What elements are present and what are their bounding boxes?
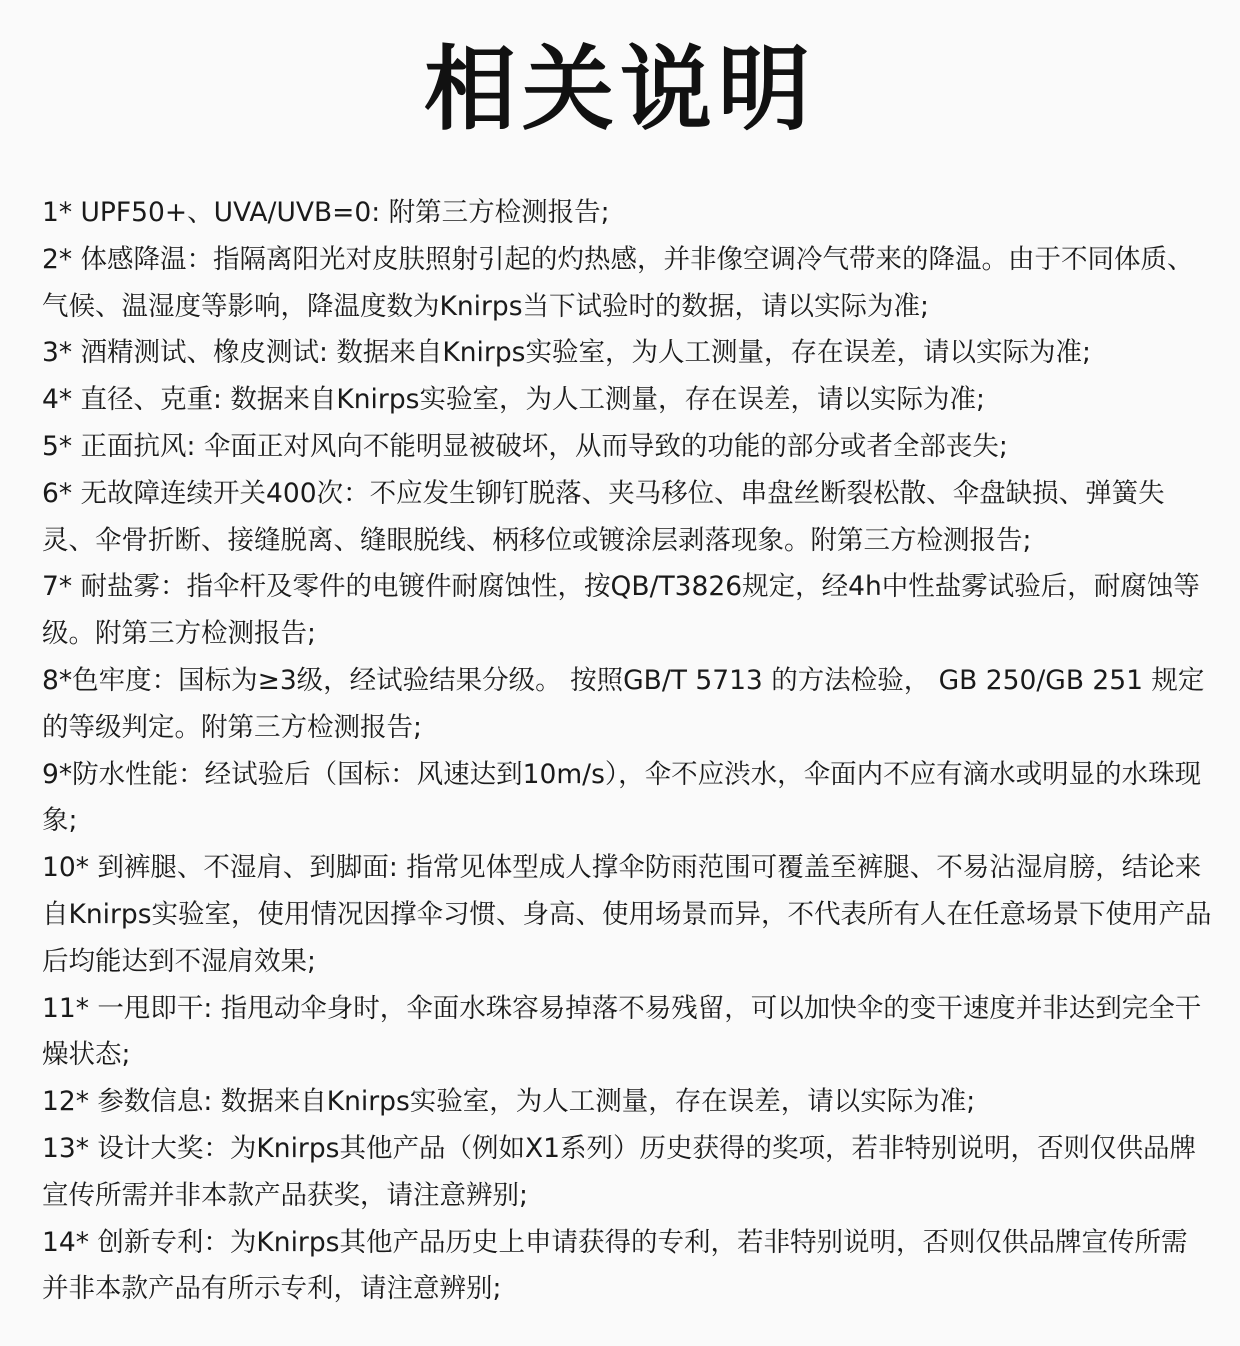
note-item: 7* 耐盐雾：指伞杆及零件的电镀件耐腐蚀性，按QB/T3826规定，经4h中性盐雾试验后，耐腐蚀等级。附第三方检测报告; [42,571,1200,650]
note-item: 6* 无故障连续开关400次：不应发生铆钉脱落、夹马移位、串盘丝断裂松散、伞盘缺损、弹簧失灵、伞骨折断、接缝脱离、缝眼脱线、柄移位或镀涂层剥落现象。附第三方检测报告; [42,477,1165,556]
note-item: 3* 酒精测试、橡皮测试: 数据来自Knirps实验室，为人工测量，存在误差，请以实际为准; [42,337,1091,369]
note-item: 4* 直径、克重: 数据来自Knirps实验室，为人工测量，存在误差，请以实际为准; [42,384,985,416]
note-item: 9*防水性能：经试验后（国标：风速达到10m/s），伞不应渋水，伞面内不应有滴水或明显的水珠现象; [42,758,1202,837]
note-item: 5* 正面抗风: 伞面正对风向不能明显被破坏，从而导致的功能的部分或者全部丧失; [42,430,1008,462]
page-title: 相关说明 [423,36,816,143]
notes-list [42,190,1212,1313]
note-item: 14* 创新专利：为Knirps其他产品历史上申请获得的专利，若非特别说明，否则仅供品牌宣传所需并非本款产品有所示专利，请注意辨别; [42,1226,1188,1305]
note-item: 1* UPF50+、UVA/UVB=0: 附第三方检测报告; [42,197,610,228]
note-item: 11* 一甩即干: 指甩动伞身时，伞面水珠容易掉落不易残留，可以加快伞的变干速度并非达到完全干燥状态; [42,992,1202,1071]
note-item: 12* 参数信息: 数据来自Knirps实验室，为人工测量，存在误差，请以实际为准; [42,1086,976,1118]
note-item: 8*色牢度：国标为≥3级，经试验结果分级。 按照GB/T 5713 的方法检验， GB 250/GB 251 规定的等级判定。附第三方检测报告; [42,664,1205,743]
note-item: 10* 到裤腿、不湿肩、到脚面: 指常见体型成人撑伞防雨范围可覆盖至裤腿、不易沾湿肩膀，结论来自Knirps实验室，使用情况因撑伞习惯、身高、使用场景而异，不代表所有人在任意场景下使用产品后均能达到不湿肩效果; [42,852,1212,977]
note-item: 13* 设计大奖：为Knirps其他产品（例如X1系列）历史获得的奖项，若非特别说明，否则仅供品牌宣传所需并非本款产品获奖，请注意辨别; [42,1132,1196,1211]
note-item: 2* 体感降温：指隔离阳光对皮肤照射引起的灼热感，并非像空调冷气带来的降温。由于不同体质、气候、温湿度等影响，降温度数为Knirps当下试验时的数据，请以实际为准; [42,243,1194,322]
